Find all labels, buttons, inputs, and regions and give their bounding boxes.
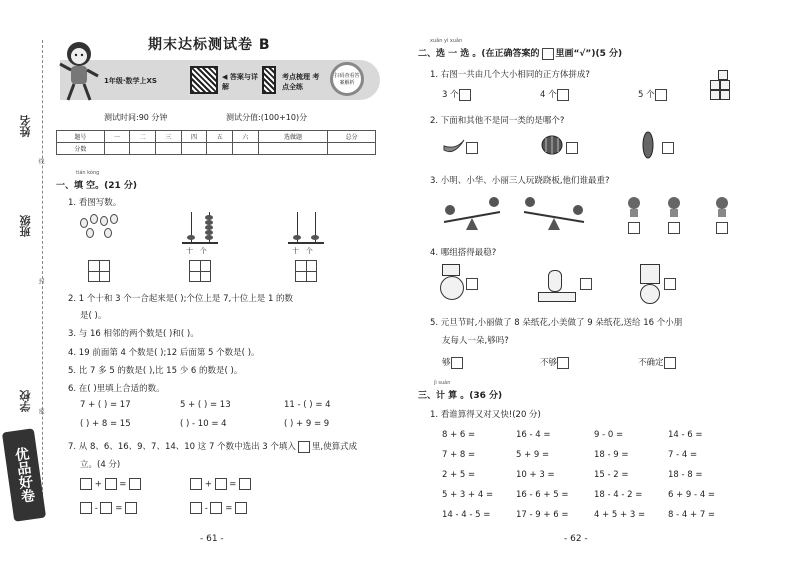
score-cell[interactable] [104,143,130,155]
answer-box[interactable] [105,478,117,490]
table-head-cell: 六 [233,131,259,143]
check-box[interactable] [662,142,674,154]
balloon-icon [110,214,118,224]
side-tick-line: 线 [37,158,44,164]
check-box[interactable] [580,278,592,290]
question-1: 1. 看图写数。 [68,198,122,208]
section2-title: 二、选 一 选 。(在正确答案的 里画“√”)(5 分) [418,49,623,59]
cuboid-icon [538,292,576,302]
equation-row: - = [190,502,247,514]
calc-item[interactable]: 7 - 4 = [668,450,698,460]
choice-question-5: 5. 元旦节时,小丽做了 8 朵纸花,小美做了 9 朵纸花,送给 16 个小朋 [430,318,683,328]
sphere-icon [640,284,660,304]
calc-item[interactable]: 10 + 3 = [516,470,555,480]
qr-code-small-icon [262,66,276,94]
school-label: 学校 [19,390,32,412]
answer-box[interactable] [215,478,227,490]
balloon-icon [80,218,88,228]
score-cell[interactable] [155,143,181,155]
calc-item[interactable]: 18 - 9 = [594,450,629,460]
balloon-icon [104,228,112,238]
choice-question-3: 3. 小明、小华、小丽三人玩跷跷板,他们谁最重? [430,176,610,186]
check-box[interactable] [716,222,728,234]
score-cell[interactable] [130,143,156,155]
answer-box[interactable] [80,478,92,490]
question-7-cont: 立。(4 分) [80,460,121,470]
review-label: 考点梳理 考点全练 [282,73,320,91]
child-icon [626,196,642,218]
check-box[interactable] [466,278,478,290]
question-2: 2. 1 个十和 3 个一合起来是( );个位上是 7,十位上是 1 的数 [68,294,294,304]
banana-icon [442,136,466,156]
calc-item[interactable]: 14 - 4 - 5 = [442,510,491,520]
calc-item[interactable]: 8 + 6 = [442,430,476,440]
question-6: 6. 在( )里填上合适的数。 [68,384,165,394]
choice-question-1: 1. 右图一共由几个大小相同的正方体拼成? [430,70,590,80]
class-label: 班级 [19,215,32,237]
brand-logo: 优品好卷 [2,428,46,522]
calc-item[interactable]: 16 - 6 + 5 = [516,490,569,500]
balloon-icon [86,228,94,238]
score-cell[interactable] [258,143,328,155]
right-page [400,0,800,570]
check-box[interactable] [655,89,667,101]
calc-item[interactable]: 9 - 0 = [594,430,624,440]
choice-question-2: 2. 下面和其他不是同一类的是哪个? [430,116,565,126]
table-head-cell: 五 [207,131,233,143]
calc-item[interactable]: 2 + 5 = [442,470,476,480]
question-3: 3. 与 16 相邻的两个数是( )和( )。 [68,329,199,339]
abacus-place-labels: 十 个 [186,247,207,255]
option: 3 个 [442,88,471,101]
answer-box[interactable] [100,502,112,514]
calc-item[interactable]: 18 - 4 - 2 = [594,490,643,500]
cucumber-icon [640,130,656,160]
fill-eq: 5 + ( ) = 13 [180,400,231,410]
answer-box[interactable] [210,502,222,514]
table-head-cell: 一 [104,131,130,143]
check-box[interactable] [664,278,676,290]
choice-question-5-cont: 友每人一朵,够吗? [442,336,509,346]
seesaw-scene-icon [440,194,590,234]
equation-row: + = [80,478,141,490]
answer-link: ◀ 答案与详解 [222,73,258,91]
answer-box[interactable] [125,502,137,514]
equation-row: - = [80,502,137,514]
answer-box[interactable] [80,502,92,514]
check-box[interactable] [557,357,569,369]
grade-label: 1年级·数学上XS [104,77,157,85]
answer-box[interactable] [190,478,202,490]
table-head-cell: 三 [155,131,181,143]
calc-item[interactable]: 18 - 8 = [668,470,703,480]
cube-icon [640,264,660,284]
cylinder-icon [548,270,562,292]
cut-line [42,40,43,500]
score-cell[interactable] [233,143,259,155]
calc-item[interactable]: 4 + 5 + 3 = [594,510,646,520]
girl-mascot-icon [56,38,102,104]
abacus-1 [182,214,218,244]
balloon-icon [100,216,108,226]
option: 够 [442,356,463,369]
score-cell[interactable] [207,143,233,155]
answer-grid[interactable] [88,260,110,282]
check-box[interactable] [459,89,471,101]
child-icon [666,196,682,218]
check-box[interactable] [628,222,640,234]
fill-eq: ( ) - 10 = 4 [180,419,227,429]
check-box[interactable] [664,357,676,369]
table-row [57,143,376,155]
section1-pinyin: tián kòng [76,170,100,176]
check-box[interactable] [451,357,463,369]
answer-box[interactable] [235,502,247,514]
score-cell[interactable] [181,143,207,155]
calc-item[interactable]: 7 + 8 = [442,450,476,460]
side-tick-secret: 密 [37,408,44,414]
choice-question-4: 4. 哪组搭得最稳? [430,248,497,258]
scan-badge: 扫码查看答案解析 [330,62,364,96]
table-head-cell: 题号 [57,131,105,143]
section2-pinyin: xuǎn yi xuǎn [430,38,463,44]
table-row [57,131,376,143]
child-icon [714,196,730,218]
answer-box[interactable] [129,478,141,490]
question-2-cont: 是( )。 [80,311,107,321]
answer-grid[interactable] [189,260,211,282]
fill-eq: ( ) + 9 = 9 [284,419,330,429]
calc-item[interactable]: 6 + 9 - 4 = [668,490,716,500]
section1-title: 一、填 空。(21 分) [56,181,138,191]
cylinder-icon [442,264,460,276]
fill-eq: 11 - ( ) = 4 [284,400,331,410]
calc-item[interactable]: 15 - 2 = [594,470,629,480]
section3-pinyin: jì suàn [434,380,451,386]
score-table [56,130,376,155]
watermelon-icon [540,134,564,156]
name-label: 姓名 [19,115,32,137]
calc-item[interactable]: 8 - 4 + 7 = [668,510,716,520]
abacus-place-labels: 十 个 [292,247,313,255]
side-tick-seal: 封 [37,278,44,284]
question-7: 7. 从 8、6、16、9、7、14、10 这 7 个数中选出 3 个填入 里,使算式成 [68,442,358,452]
option: 4 个 [540,88,569,101]
table-head-cell: 总分 [328,131,376,143]
equation-row: + = [190,478,251,490]
sphere-icon [440,276,464,300]
option: 不确定 [638,356,676,369]
calc-item[interactable]: 17 - 9 + 6 = [516,510,569,520]
example-box [542,48,554,60]
calc-item[interactable]: 14 - 6 = [668,430,703,440]
option: 5 个 [638,88,667,101]
check-box[interactable] [566,142,578,154]
table-row-label: 分数 [57,143,105,155]
page-title: 期末达标测试卷 B [148,37,271,53]
answer-box[interactable] [190,502,202,514]
sidebar [0,0,48,570]
section3-title: 三、计 算 。(36 分) [418,391,503,401]
page-number: - 61 - [200,534,224,544]
table-head-cell: 四 [181,131,207,143]
balloon-icon [90,214,98,224]
table-head-cell: 二 [130,131,156,143]
calc-title: 1. 看谁算得又对又快!(20 分) [430,410,541,420]
check-box[interactable] [466,142,478,154]
fill-eq: ( ) + 8 = 15 [80,419,131,429]
question-4: 4. 19 前面第 4 个数是( );12 后面第 5 个数是( )。 [68,348,260,358]
example-box [298,441,310,453]
calc-item[interactable]: 16 - 4 = [516,430,551,440]
page-number: - 62 - [564,534,588,544]
check-box[interactable] [668,222,680,234]
question-5: 5. 比 7 多 5 的数是( ),比 15 少 6 的数是( )。 [68,366,243,376]
qr-code-icon [190,66,218,94]
abacus-2 [288,214,324,244]
answer-box[interactable] [239,478,251,490]
answer-grid[interactable] [295,260,317,282]
table-head-cell: 选做题 [258,131,328,143]
fill-eq: 7 + ( ) = 17 [80,400,131,410]
calc-item[interactable]: 5 + 9 = [516,450,550,460]
test-score-total: 测试分值:(100+10)分 [226,113,308,122]
calc-item[interactable]: 5 + 3 + 4 = [442,490,494,500]
test-time: 测试时间:90 分钟 [104,113,168,122]
option: 不够 [540,356,569,369]
score-cell[interactable] [328,143,376,155]
check-box[interactable] [557,89,569,101]
